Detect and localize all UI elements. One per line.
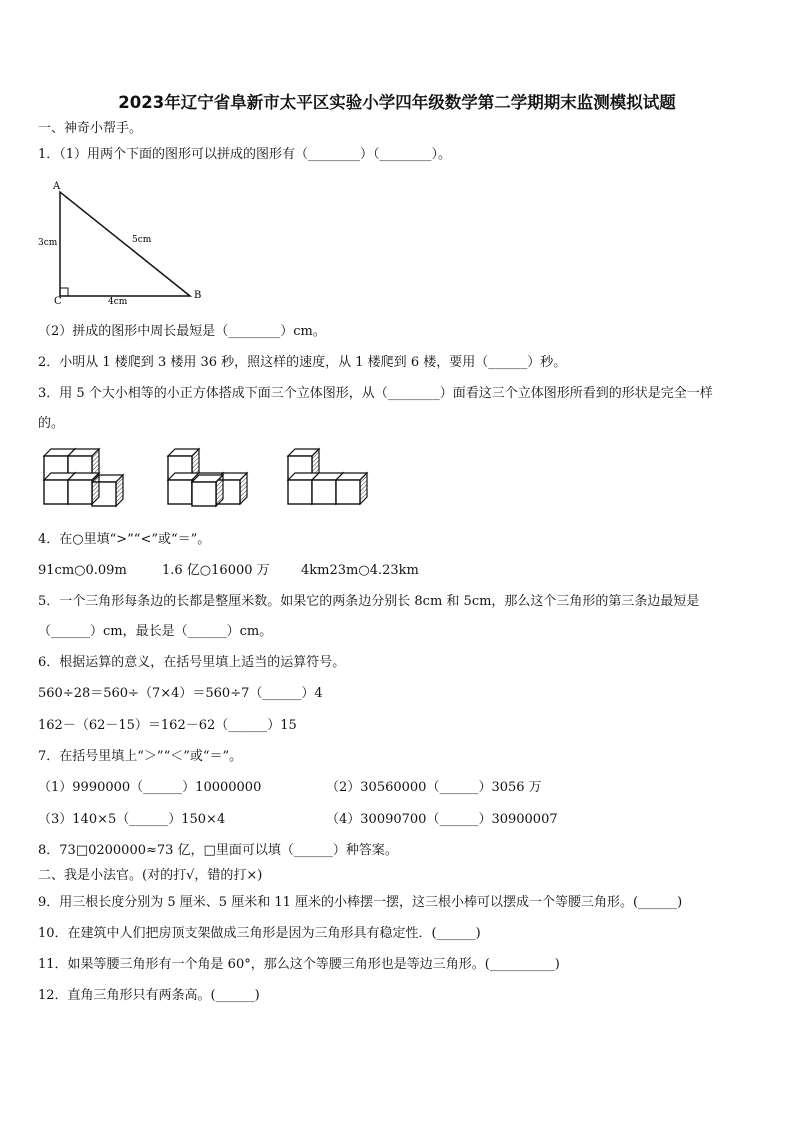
question-1-part-2: （2）拼成的图形中周长最短是（________）cm。: [38, 324, 326, 339]
question-7-item-4: （4）30090700（______）30900007: [326, 812, 558, 827]
question-5-line-1: 5．一个三角形每条边的长都是整厘米数。如果它的两条边分别长 8cm 和 5cm，那么这个三角形的第三条边最短是: [38, 594, 700, 609]
cube-figure-2: [168, 449, 247, 506]
unit-cube: [68, 473, 99, 504]
vertex-c-label: C: [54, 296, 62, 307]
page-title: 2023年辽宁省阜新市太平区实验小学四年级数学第二学期期末监测模拟试题: [118, 93, 676, 112]
cube-figures: [38, 444, 388, 510]
question-7-item-2: （2）30560000（______）3056 万: [326, 780, 542, 795]
right-triangle-figure: [30, 176, 215, 308]
question-7-item-3: （3）140×5（______）150×4: [38, 812, 226, 827]
question-7: 7．在括号里填上“＞”“＜”或“＝”。: [38, 749, 243, 764]
section-2-heading: 二、我是小法官。(对的打√，错的打×): [38, 868, 263, 883]
question-12: 12．直角三角形只有两条高。(______): [38, 988, 260, 1003]
unit-cube: [336, 473, 367, 504]
question-5-line-2: （______）cm，最长是（______）cm。: [38, 624, 273, 639]
side-ab-label: 5cm: [132, 235, 152, 245]
question-4-item-2: 1.6 亿○16000 万: [162, 563, 270, 578]
question-3-line-1: 3．用 5 个大小相等的小正方体搭成下面三个立体图形，从（________）面看这三个立体图形所看到的形状是完全一样: [38, 386, 713, 401]
question-11: 11．如果等腰三角形有一个角是 60°，那么这个等腰三角形也是等边三角形。(__________): [38, 957, 560, 972]
question-6-line-2: 162－（62－15）＝162－62（______）15: [38, 718, 297, 733]
cube-figure-3: [288, 449, 367, 504]
question-6: 6．根据运算的意义，在括号里填上适当的运算符号。: [38, 655, 346, 670]
side-ac-label: 3cm: [38, 238, 58, 248]
question-9: 9．用三根长度分别为 5 厘米、5 厘米和 11 厘米的小棒摆一摆，这三根小棒可以摆成一个等腰三角形。(______): [38, 895, 683, 910]
question-6-line-1: 560÷28＝560÷（7×4）＝560÷7（______）4: [38, 686, 323, 701]
section-1-heading: 一、神奇小帮手。: [38, 121, 143, 136]
question-2: 2．小明从 1 楼爬到 3 楼用 36 秒，照这样的速度，从 1 楼爬到 6 楼，要用（______）秒。: [38, 355, 567, 370]
cube-figure-1: [44, 449, 123, 506]
vertex-b-label: B: [194, 290, 202, 301]
unit-cube: [192, 475, 223, 506]
question-7-item-1: （1）9990000（______）10000000: [38, 780, 262, 795]
vertex-a-label: A: [53, 181, 61, 192]
question-10: 10．在建筑中人们把房顶支架做成三角形是因为三角形具有稳定性．(______): [38, 926, 481, 941]
side-cb-label: 4cm: [108, 297, 128, 307]
question-4-item-1: 91cm○0.09m: [38, 563, 127, 578]
question-4: 4．在○里填“>”“<”或“＝”。: [38, 532, 211, 547]
question-8: 8．73□0200000≈73 亿，□里面可以填（______）种答案。: [38, 843, 398, 858]
question-4-item-3: 4km23m○4.23km: [301, 563, 419, 578]
question-1-part-1: 1．（1）用两个下面的图形可以拼成的图形有（________）（________）。: [38, 147, 452, 162]
question-3-line-2: 的。: [38, 416, 65, 431]
